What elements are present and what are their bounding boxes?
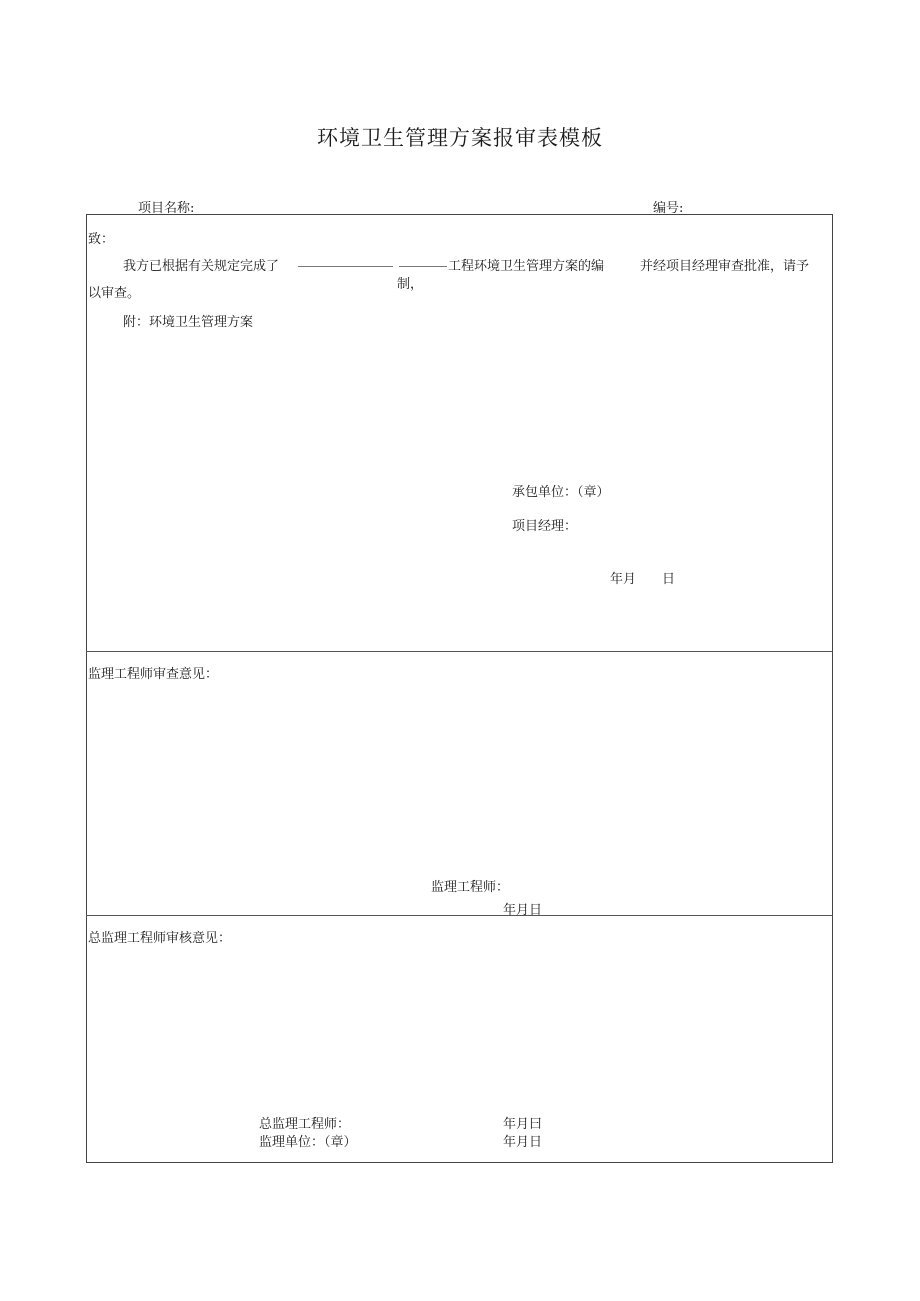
body-text-part2: 工程环境卫生管理方案的编 <box>448 259 605 274</box>
project-name-blank[interactable] <box>298 266 393 267</box>
chief-supervisor-label: 总监理工程师： <box>259 1117 351 1132</box>
supervisor-date: 年月日 <box>503 903 543 918</box>
supervision-unit-date: 年月日 <box>503 1135 543 1150</box>
project-manager-label: 项目经理： <box>512 519 578 534</box>
chief-supervisor-opinion-heading: 总监理工程师审核意见： <box>88 931 232 946</box>
number-label: 编号: <box>653 201 684 216</box>
to-label: 致： <box>88 232 115 247</box>
body-text-part3: 并经项目经理审查批准，请予 <box>640 259 810 274</box>
page-title: 环境卫生管理方案报审表模板 <box>317 126 603 150</box>
chief-supervisor-date: 年月曰 <box>503 1117 543 1132</box>
review-form-table <box>86 214 833 1163</box>
section-divider-2 <box>86 915 833 916</box>
supervisor-opinion-heading: 监理工程师审查意见： <box>88 667 219 682</box>
date-year-month: 年月 <box>610 572 637 587</box>
body-text-part1: 我方已根据有关规定完成了 <box>123 259 280 274</box>
date-day: 日 <box>662 572 676 587</box>
section-divider-1 <box>86 651 833 652</box>
supervisor-signer-label: 监理工程师： <box>431 880 510 895</box>
contractor-label: 承包单位：（章） <box>512 485 610 500</box>
project-name-blank-2[interactable] <box>399 266 447 267</box>
body-text-part2b: 制， <box>397 277 424 292</box>
attachment-label: 附：环境卫生管理方案 <box>123 315 254 330</box>
supervision-unit-label: 监理单位：（章） <box>259 1135 357 1150</box>
body-text-part4: 以审查。 <box>88 286 141 301</box>
project-name-label: 项目名称: <box>138 201 195 216</box>
